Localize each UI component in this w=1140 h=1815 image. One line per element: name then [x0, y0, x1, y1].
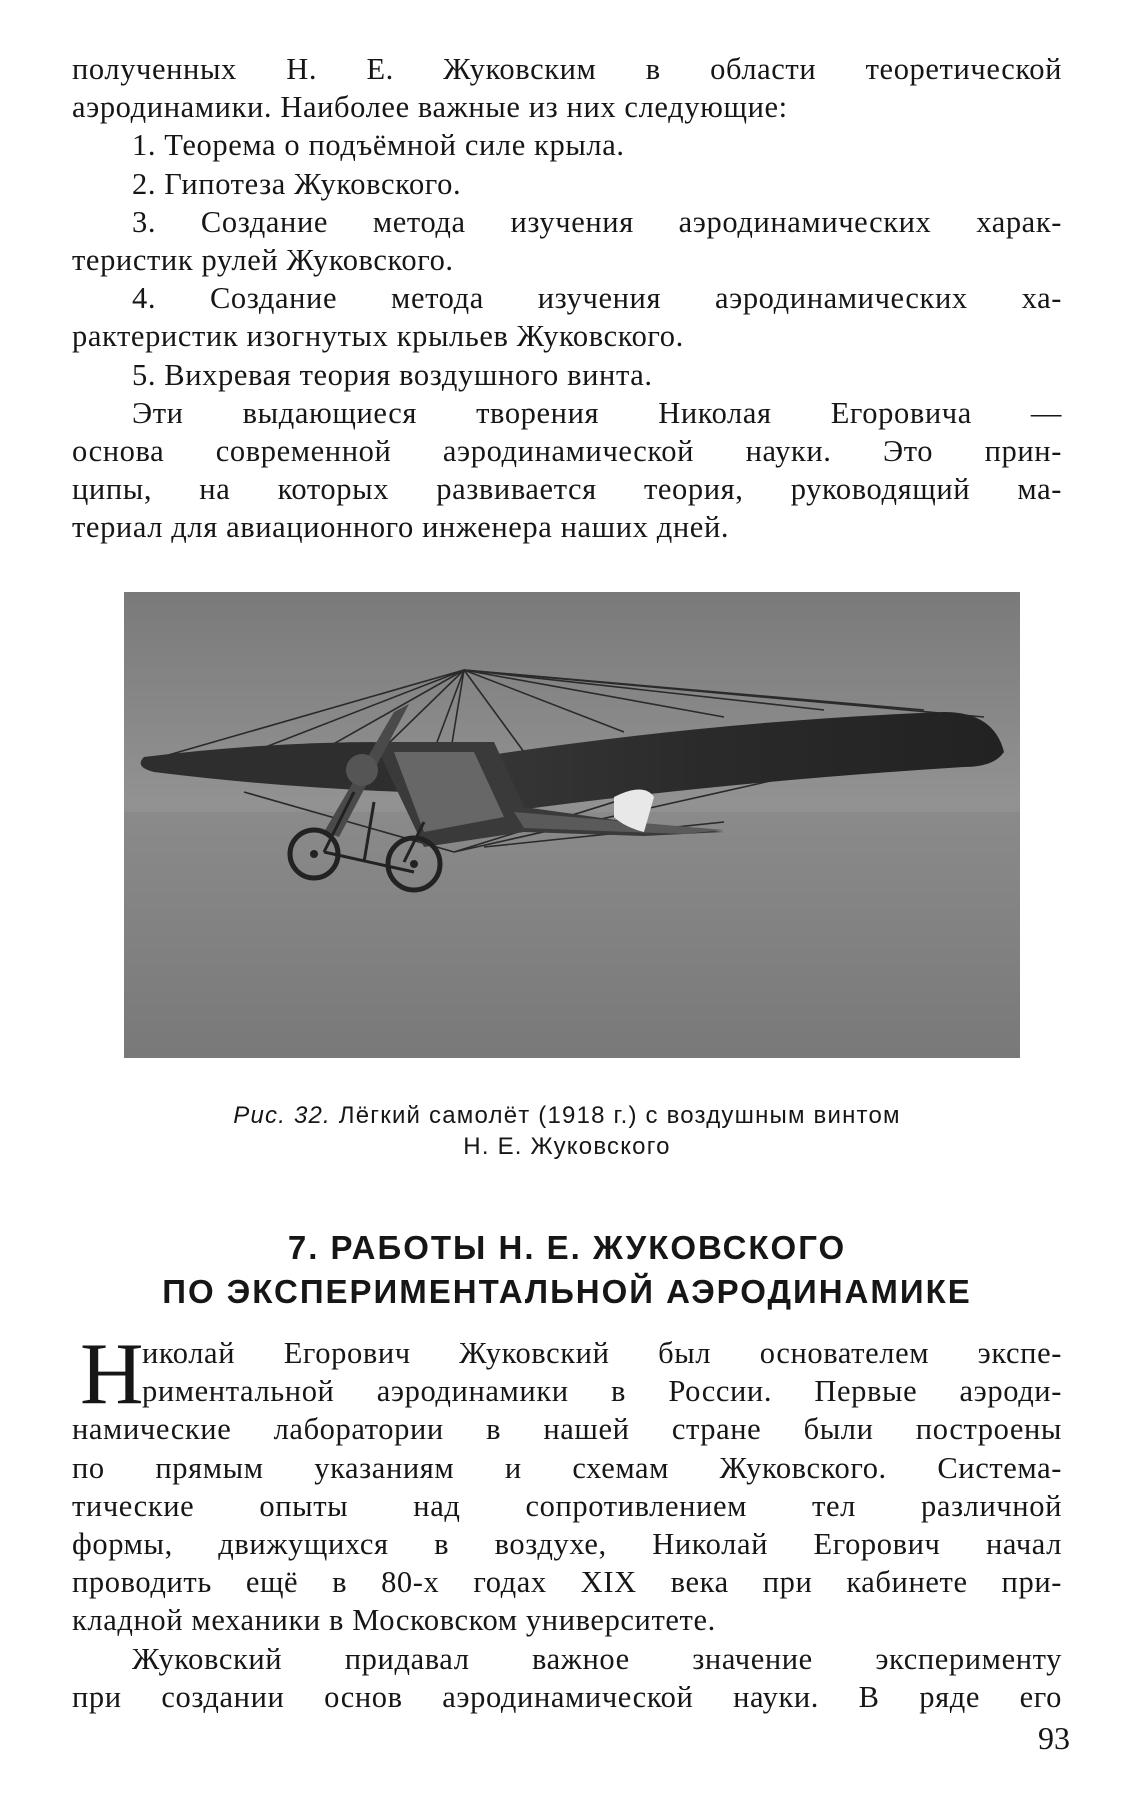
- airplane-photo: [124, 592, 1020, 1058]
- section-body: [72, 1326, 1062, 1716]
- text-line: Эти выдающиеся творения Николая Егоровича —: [132, 395, 1062, 430]
- text-line: полученных Н. Е. Жуковским в области теоретической: [72, 52, 1062, 86]
- text-line: рактеристик изогнутых крыльев Жуковского.: [72, 319, 684, 354]
- text-line: риментальной аэродинамики в России. Первые аэроди-: [142, 1374, 1062, 1409]
- text-line: по прямым указаниям и схемам Жуковского. Система-: [72, 1450, 1062, 1485]
- page-number: 93: [1038, 1720, 1070, 1756]
- list-item-2: 2. Гипотеза Жуковского.: [132, 166, 462, 201]
- text-line: при создании основ аэродинамической науки. В ряде его: [72, 1679, 1062, 1714]
- text-line: основа современной аэродинамической науки. Это прин-: [72, 433, 1062, 468]
- text-line: териал для авиационного инженера наших дней.: [72, 510, 730, 545]
- text-line: намические лаборатории в нашей стране были построены: [72, 1412, 1062, 1447]
- caption-text-line2: Н. Е. Жуковского: [463, 1133, 671, 1160]
- caption-text-line1: Лёгкий самолёт (1918 г.) с воздушным винтом: [338, 1102, 901, 1129]
- text-line: проводить ещё в 80-х годах XIX века при кабинете при-: [72, 1565, 1062, 1600]
- figure-number: Рис. 32.: [233, 1102, 331, 1129]
- list-item-1: 1. Теорема о подъёмной силе крыла.: [132, 128, 625, 163]
- text-line: Жуковский придавал важное значение эксперименту: [132, 1641, 1062, 1676]
- text-line: формы, движущихся в воздухе, Николай Егорович начал: [72, 1526, 1062, 1561]
- text-line: теристик рулей Жуковского.: [72, 242, 454, 277]
- text-line: кладной механики в Московском университете.: [72, 1603, 716, 1638]
- top-text-block: [72, 50, 1062, 546]
- heading-line2: ПО ЭКСПЕРИМЕНТАЛЬНОЙ АЭРОДИНАМИКЕ: [162, 1273, 972, 1310]
- section-heading: [72, 1226, 1062, 1314]
- text-line: аэродинамики. Наиболее важные из них следующие:: [72, 90, 788, 125]
- figure-caption: [72, 1100, 1062, 1162]
- text-line: тические опыты над сопротивлением тел различной: [72, 1488, 1062, 1523]
- list-item-4: 4. Создание метода изучения аэродинамических ха-: [132, 281, 1062, 316]
- drop-cap: Н: [80, 1326, 144, 1423]
- list-item-3: 3. Создание метода изучения аэродинамических харак-: [132, 204, 1062, 239]
- text-line: ципы, на которых развивается теория, руководящий ма-: [72, 472, 1062, 507]
- list-item-5: 5. Вихревая теория воздушного винта.: [132, 357, 653, 392]
- heading-line1: 7. РАБОТЫ Н. Е. ЖУКОВСКОГО: [287, 1229, 847, 1266]
- text-line: иколай Егорович Жуковский был основателем экспе-: [142, 1336, 1062, 1370]
